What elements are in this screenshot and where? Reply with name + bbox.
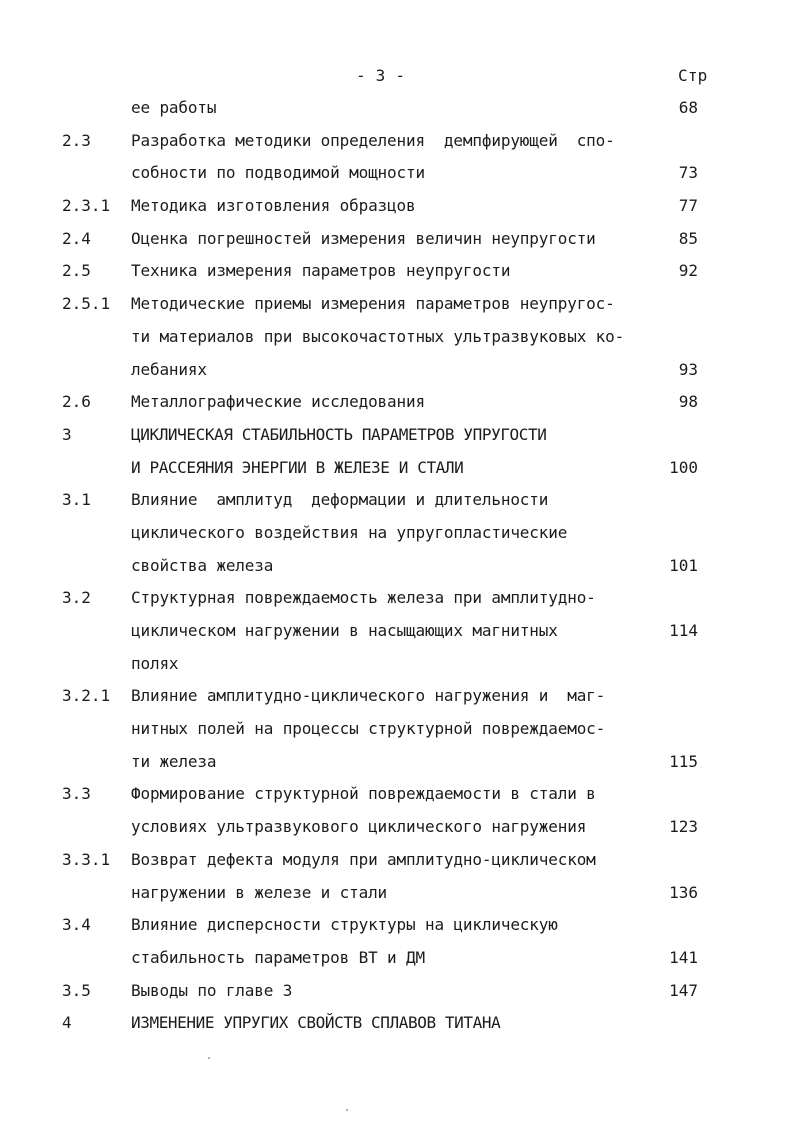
- section-title: ее работы: [131, 98, 217, 117]
- section-page: 114: [669, 621, 698, 640]
- section-page: 98: [678, 392, 698, 412]
- section-title: Оценка погрешностей измерения величин неупругости: [131, 228, 596, 248]
- section-title: Влияние амплитудно-циклического нагружения и маг-: [131, 686, 606, 706]
- toc-row: [0, 844, 794, 877]
- section-page: 100: [669, 457, 698, 477]
- toc-row: [0, 648, 794, 681]
- toc-row: [0, 419, 794, 452]
- toc-row: [0, 615, 794, 648]
- section-number: 2.3.1: [62, 196, 111, 216]
- toc-row: [0, 386, 794, 419]
- toc-row: [0, 125, 794, 158]
- section-title: Техника измерения параметров неупругости: [131, 261, 511, 281]
- section-number: 3.2: [62, 588, 91, 608]
- toc-row: [0, 354, 794, 387]
- section-title: стабильность параметров ВТ и ДМ: [131, 947, 425, 967]
- toc-row: [0, 550, 794, 583]
- section-number: 2.3: [62, 130, 91, 150]
- section-title: нитных полей на процессы структурной повреждаемос-: [131, 719, 606, 739]
- toc-row: [0, 452, 794, 485]
- chapter-title: ИЗМЕНЕНИЕ УПРУГИХ СВОЙСТВ СПЛАВОВ ТИТАНА: [131, 1013, 501, 1033]
- section-page: 68: [678, 98, 698, 117]
- toc-row: [0, 190, 794, 223]
- toc-row: [0, 255, 794, 288]
- section-title: полях: [131, 653, 179, 673]
- section-page: 85: [678, 228, 698, 248]
- section-title: ти железа: [131, 751, 217, 771]
- section-title: ти материалов при высокочастотных ультразвуковых ко-: [131, 326, 625, 346]
- toc-row: [0, 484, 794, 517]
- section-title: циклического воздействия на упругопластические: [131, 522, 568, 542]
- section-title: Возврат дефекта модуля при амплитудно-циклическом: [131, 849, 596, 869]
- toc-row: [0, 680, 794, 713]
- section-number: 2.6: [62, 392, 91, 412]
- section-number: 3.2.1: [62, 686, 111, 706]
- section-page: 101: [669, 555, 698, 575]
- section-number: 3.5: [62, 980, 91, 1000]
- toc-row: [0, 288, 794, 321]
- scan-speck: [208, 1057, 210, 1059]
- section-number: 2.5.1: [62, 294, 111, 314]
- toc-row: [0, 1007, 794, 1040]
- section-title: нагружении в железе и стали: [131, 882, 388, 902]
- section-title: Методика изготовления образцов: [131, 196, 416, 216]
- section-page: 115: [669, 751, 698, 771]
- toc-row: [0, 582, 794, 615]
- toc-row: [0, 713, 794, 746]
- section-page: 77: [678, 196, 698, 216]
- toc-row: [0, 92, 794, 125]
- chapter-title: И РАССЕЯНИЯ ЭНЕРГИИ В ЖЕЛЕЗЕ И СТАЛИ: [131, 457, 464, 477]
- section-number: 3.3: [62, 784, 91, 804]
- toc-row: [0, 975, 794, 1008]
- section-title: свойства железа: [131, 555, 274, 575]
- section-page: 141: [669, 947, 698, 967]
- toc-row: [0, 909, 794, 942]
- toc-row: [0, 321, 794, 354]
- section-title: Разработка методики определения демпфирующей спо-: [131, 130, 615, 150]
- toc-row: [0, 157, 794, 190]
- page-number: - 3 -: [356, 66, 406, 85]
- toc-row: [0, 517, 794, 550]
- section-title: Влияние дисперсности структуры на циклическую: [131, 915, 558, 935]
- section-title: циклическом нагружении в насыщающих магнитных: [131, 621, 558, 640]
- section-title: Выводы по главе 3: [131, 980, 293, 1000]
- toc-row: [0, 746, 794, 779]
- section-page: 147: [669, 980, 698, 1000]
- section-page: 92: [678, 261, 698, 281]
- section-page: 73: [678, 163, 698, 183]
- section-number: 3.1: [62, 490, 91, 510]
- section-number: 3.3.1: [62, 849, 111, 869]
- section-title: Формирование структурной повреждаемости в стали в: [131, 784, 596, 804]
- toc-row: [0, 778, 794, 811]
- toc-row: [0, 223, 794, 256]
- section-title: собности по подводимой мощности: [131, 163, 425, 183]
- section-page: 123: [669, 817, 698, 837]
- section-title: Методические приемы измерения параметров неупругос-: [131, 294, 615, 314]
- section-title: Металлографические исследования: [131, 392, 425, 412]
- toc-row: [0, 877, 794, 910]
- section-title: Влияние амплитуд деформации и длительности: [131, 490, 549, 510]
- scan-speck: [346, 1109, 348, 1111]
- page-column-label: Стр: [678, 66, 708, 85]
- section-title: лебаниях: [131, 359, 207, 379]
- section-page: 136: [669, 882, 698, 902]
- table-of-contents: [0, 92, 794, 1040]
- section-number: 2.4: [62, 228, 91, 248]
- toc-row: [0, 942, 794, 975]
- section-page: 93: [678, 359, 698, 379]
- section-number: 4: [62, 1013, 72, 1033]
- section-title: условиях ультразвукового циклического нагружения: [131, 817, 587, 837]
- toc-row: [0, 811, 794, 844]
- section-number: 3: [62, 424, 72, 444]
- section-number: 2.5: [62, 261, 91, 281]
- chapter-title: ЦИКЛИЧЕСКАЯ СТАБИЛЬНОСТЬ ПАРАМЕТРОВ УПРУГОСТИ: [131, 424, 547, 444]
- section-number: 3.4: [62, 915, 91, 935]
- section-title: Структурная повреждаемость железа при амплитудно-: [131, 588, 596, 608]
